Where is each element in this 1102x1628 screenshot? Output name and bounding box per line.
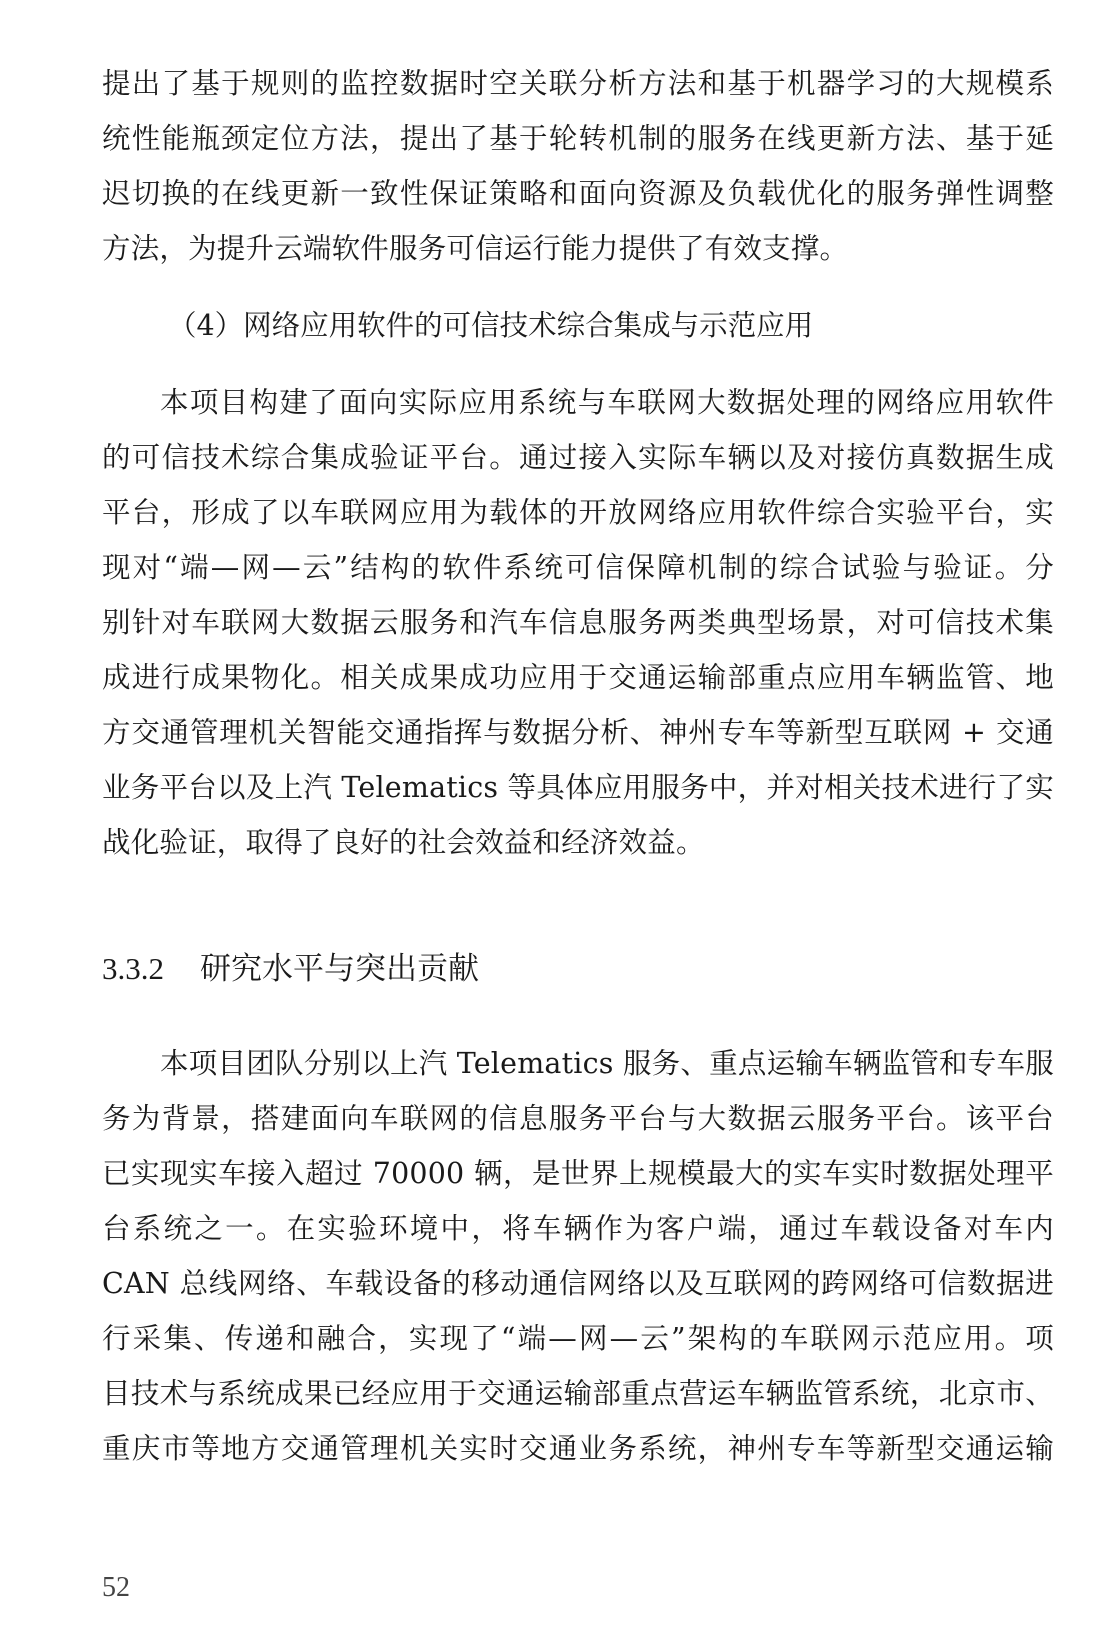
text-line: 方法，为提升云端软件服务可信运行能力提供了有效支撑。 — [102, 232, 849, 265]
subheading: （4）网络应用软件的可信技术综合集成与示范应用 — [168, 309, 814, 342]
section-title-text: 研究水平与突出贡献 — [200, 951, 479, 987]
section-heading — [102, 944, 1054, 994]
paragraph-2 — [102, 375, 1054, 870]
text-line: 目技术与系统成果已经应用于交通运输部重点营运车辆监管系统，北京市、 — [102, 1377, 1054, 1410]
text-line: 统性能瓶颈定位方法，提出了基于轮转机制的服务在线更新方法、基于延 — [102, 122, 1054, 155]
text-line: 平台，形成了以车联网应用为载体的开放网络应用软件综合实验平台，实 — [102, 496, 1054, 529]
text-line: CAN 总线网络、车载设备的移动通信网络以及互联网的跨网络可信数据进 — [102, 1267, 1054, 1300]
text-line: 提出了基于规则的监控数据时空关联分析方法和基于机器学习的大规模系 — [102, 67, 1054, 100]
text-line: 迟切换的在线更新一致性保证策略和面向资源及负载优化的服务弹性调整 — [102, 177, 1054, 210]
text-line: 本项目团队分别以上汽 Telematics 服务、重点运输车辆监管和专车服 — [160, 1047, 1054, 1080]
paragraph-1 — [102, 56, 1054, 276]
paragraph-3 — [102, 1036, 1054, 1476]
text-line: 务为背景，搭建面向车联网的信息服务平台与大数据云服务平台。该平台 — [102, 1102, 1054, 1135]
text-line: 别针对车联网大数据云服务和汽车信息服务两类典型场景，对可信技术集 — [102, 606, 1054, 639]
section-number: 3.3.2 — [102, 951, 164, 986]
text-line: 现对“端—网—云”结构的软件系统可信保障机制的综合试验与验证。分 — [102, 551, 1054, 584]
page-number: 52 — [102, 1572, 130, 1603]
text-line: 业务平台以及上汽 Telematics 等具体应用服务中，并对相关技术进行了实 — [102, 771, 1054, 804]
page-body — [102, 56, 1054, 1476]
text-line: 本项目构建了面向实际应用系统与车联网大数据处理的网络应用软件 — [160, 386, 1054, 419]
text-line: 战化验证，取得了良好的社会效益和经济效益。 — [102, 826, 705, 859]
text-line: 台系统之一。在实验环境中，将车辆作为客户端，通过车载设备对车内 — [102, 1212, 1054, 1245]
text-line: 行采集、传递和融合，实现了“端—网—云”架构的车联网示范应用。项 — [102, 1322, 1054, 1355]
text-line: 成进行成果物化。相关成果成功应用于交通运输部重点应用车辆监管、地 — [102, 661, 1054, 694]
text-line: 已实现实车接入超过 70000 辆，是世界上规模最大的实车实时数据处理平 — [102, 1157, 1054, 1190]
text-line: 的可信技术综合集成验证平台。通过接入实际车辆以及对接仿真数据生成 — [102, 441, 1054, 474]
text-line: 方交通管理机关智能交通指挥与数据分析、神州专车等新型互联网 + 交通 — [102, 716, 1054, 749]
text-line: 重庆市等地方交通管理机关实时交通业务系统，神州专车等新型交通运输 — [102, 1432, 1054, 1465]
